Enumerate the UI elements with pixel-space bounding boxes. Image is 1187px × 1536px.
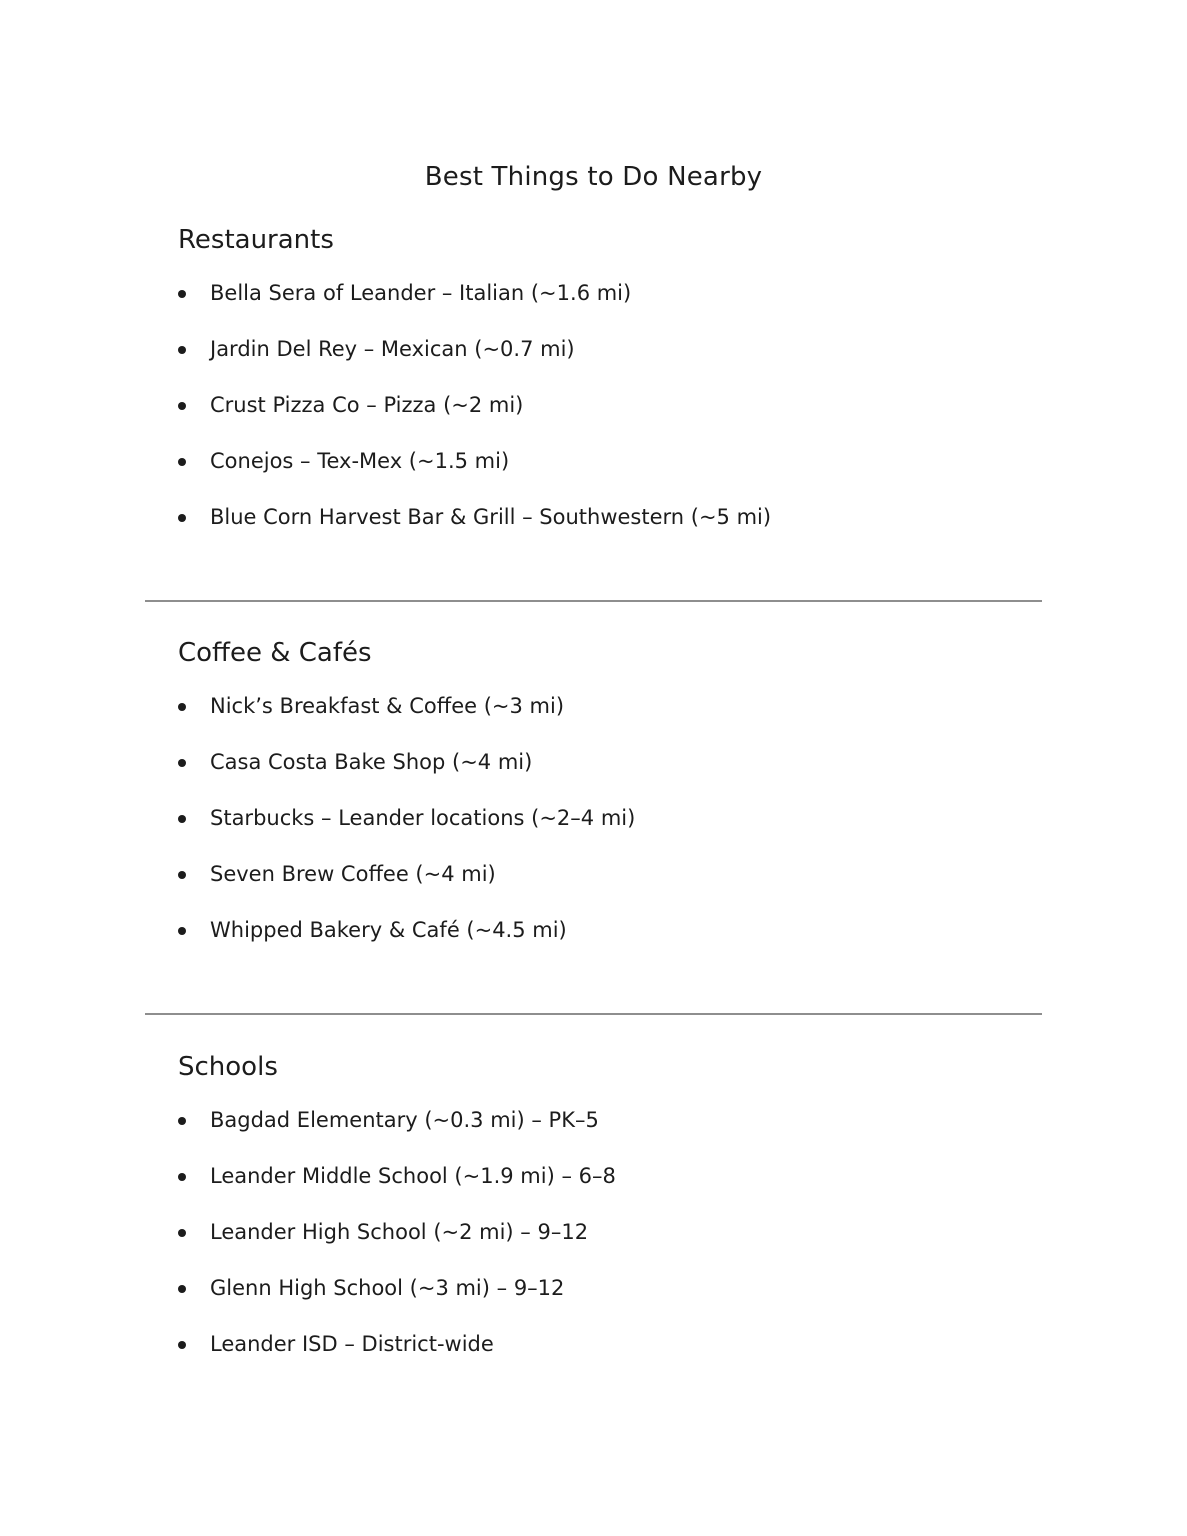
bullet-icon: [178, 1173, 186, 1181]
list-item-text: Nick’s Breakfast & Coffee (~3 mi): [210, 694, 565, 718]
list-item: [178, 801, 1058, 857]
section-divider: [145, 1013, 1042, 1015]
list-item-text: Bella Sera of Leander – Italian (~1.6 mi): [210, 281, 632, 305]
list-item-text: Whipped Bakery & Café (~4.5 mi): [210, 918, 567, 942]
bullet-icon: [178, 703, 186, 711]
list-item-text: Seven Brew Coffee (~4 mi): [210, 862, 496, 886]
list-item-text: Bagdad Elementary (~0.3 mi) – PK–5: [210, 1108, 599, 1132]
bullet-icon: [178, 346, 186, 354]
list-item: [178, 1271, 1058, 1327]
list-item: [178, 276, 1058, 332]
list-item-text: Starbucks – Leander locations (~2–4 mi): [210, 806, 636, 830]
bullet-icon: [178, 514, 186, 522]
list-item: [178, 745, 1058, 801]
list-item-text: Casa Costa Bake Shop (~4 mi): [210, 750, 533, 774]
list-item: [178, 388, 1058, 444]
section-heading-restaurants: Restaurants: [178, 225, 334, 255]
page-title: Best Things to Do Nearby: [424, 162, 763, 192]
bullet-icon: [178, 871, 186, 879]
bullet-icon: [178, 1341, 186, 1349]
list-item: [178, 1159, 1058, 1215]
bullet-icon: [178, 1229, 186, 1237]
restaurants-list: [178, 276, 1058, 556]
bullet-icon: [178, 290, 186, 298]
bullet-icon: [178, 927, 186, 935]
list-item-text: Leander High School (~2 mi) – 9–12: [210, 1220, 589, 1244]
section-heading-coffee-cafes: Coffee & Cafés: [178, 638, 372, 668]
schools-list: [178, 1103, 1058, 1383]
bullet-icon: [178, 1285, 186, 1293]
list-item: [178, 1327, 1058, 1383]
bullet-icon: [178, 458, 186, 466]
list-item-text: Blue Corn Harvest Bar & Grill – Southwestern (~5 mi): [210, 505, 772, 529]
list-item: [178, 1103, 1058, 1159]
section-restaurants: [178, 222, 1058, 556]
list-item: [178, 444, 1058, 500]
coffee-cafes-list: [178, 689, 1058, 969]
list-item: [178, 500, 1058, 556]
list-item-text: Leander Middle School (~1.9 mi) – 6–8: [210, 1164, 616, 1188]
list-item-text: Crust Pizza Co – Pizza (~2 mi): [210, 393, 524, 417]
bullet-icon: [178, 759, 186, 767]
section-heading-schools: Schools: [178, 1052, 278, 1082]
section-schools: [178, 1049, 1058, 1383]
list-item: [178, 689, 1058, 745]
list-item: [178, 857, 1058, 913]
bullet-icon: [178, 1117, 186, 1125]
list-item: [178, 332, 1058, 388]
section-divider: [145, 600, 1042, 602]
list-item-text: Conejos – Tex-Mex (~1.5 mi): [210, 449, 510, 473]
list-item-text: Leander ISD – District-wide: [210, 1332, 494, 1356]
list-item: [178, 913, 1058, 969]
list-item-text: Glenn High School (~3 mi) – 9–12: [210, 1276, 565, 1300]
bullet-icon: [178, 402, 186, 410]
bullet-icon: [178, 815, 186, 823]
list-item-text: Jardin Del Rey – Mexican (~0.7 mi): [210, 337, 575, 361]
list-item: [178, 1215, 1058, 1271]
section-coffee-cafes: [178, 635, 1058, 969]
